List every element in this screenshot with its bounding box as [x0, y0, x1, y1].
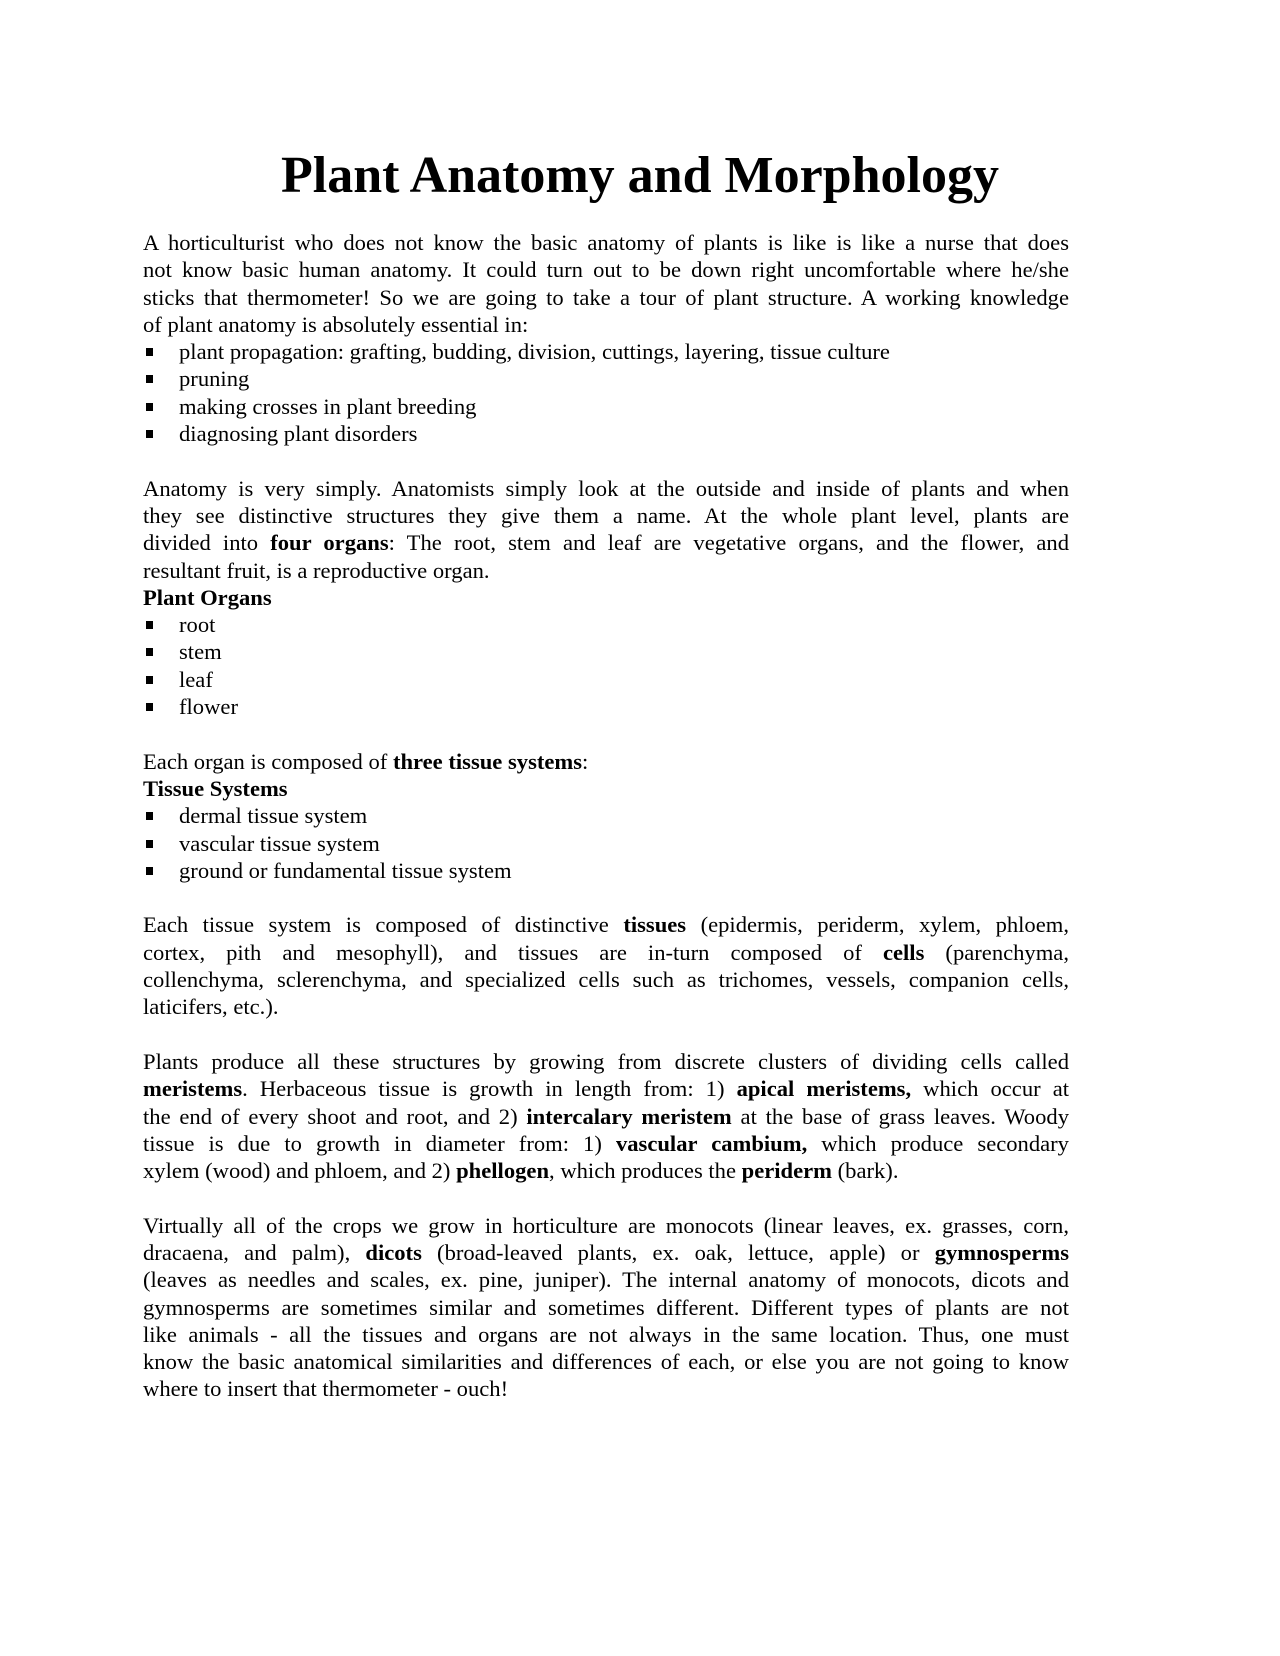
bold-term: dicots: [365, 1239, 422, 1265]
text-run: (leaves as needles and scales, ex. pine, juniper). The internal anatomy of monocots, dicots and: [143, 1267, 1069, 1293]
list-item-text: dermal tissue system: [179, 803, 368, 829]
paragraph-line: [143, 502, 1069, 529]
text-run: of plant anatomy is absolutely essential in:: [143, 311, 529, 337]
text-run: at the base of grass leaves. Woody: [731, 1103, 1069, 1129]
bullet-list: [143, 802, 1069, 884]
list-item: [143, 638, 1069, 665]
paragraph-line: [143, 229, 1069, 256]
bold-term: gymnosperms: [934, 1239, 1069, 1265]
list-item-text: leaf: [179, 666, 213, 692]
list-item: [143, 830, 1069, 857]
text-run: tissue is due to growth in diameter from: 1): [143, 1130, 616, 1156]
blank-line: [143, 447, 1069, 474]
paragraph-line: [143, 1075, 1069, 1102]
text-run: Each tissue system is composed of distinctive: [143, 912, 624, 938]
paragraph: [143, 748, 1069, 775]
text-run: like animals - all the tissues and organs are not always in the same location. Thus, one must: [143, 1321, 1069, 1347]
text-run: , which produces the: [549, 1158, 742, 1184]
bullet-square-icon: [146, 840, 153, 848]
text-run: (broad-leaved plants, ex. oak, lettuce, apple) or: [421, 1239, 935, 1265]
bullet-square-icon: [146, 348, 153, 356]
paragraph-line: [143, 256, 1069, 283]
list-item-text: root: [179, 612, 216, 638]
document-body: [143, 229, 1069, 1403]
text-run: not know basic human anatomy. It could turn out to be down right uncomfortable where he/she: [143, 257, 1069, 283]
text-run: cortex, pith and mesophyll), and tissues are in-turn composed of: [143, 939, 883, 965]
text-run: the end of every shoot and root, and 2): [143, 1103, 527, 1129]
paragraph: [143, 229, 1069, 338]
bullet-list: [143, 611, 1069, 720]
text-run: : The root, stem and leaf are vegetative organs, and the flower, and: [388, 530, 1069, 556]
paragraph: [143, 911, 1069, 1020]
list-item: [143, 666, 1069, 693]
document-title: Plant Anatomy and Morphology: [281, 147, 999, 204]
paragraph-line: [143, 966, 1069, 993]
paragraph-line: [143, 311, 1069, 338]
bullet-square-icon: [146, 703, 153, 711]
list-item: [143, 365, 1069, 392]
text-run: which produce secondary: [807, 1130, 1069, 1156]
blank-line: [143, 1184, 1069, 1211]
bullet-square-icon: [146, 375, 153, 383]
bullet-square-icon: [146, 403, 153, 411]
list-item: [143, 338, 1069, 365]
bullet-square-icon: [146, 676, 153, 684]
paragraph-line: [143, 939, 1069, 966]
text-run: gymnosperms are sometimes similar and sometimes different. Different types of plants are not: [143, 1294, 1069, 1320]
paragraph-line: [143, 284, 1069, 311]
list-item-text: ground or fundamental tissue system: [179, 857, 512, 883]
bullet-square-icon: [146, 621, 153, 629]
paragraph-line: [143, 993, 1069, 1020]
paragraph-line: [143, 557, 1069, 584]
text-run: where to insert that thermometer - ouch!: [143, 1376, 509, 1402]
heading-text: Tissue Systems: [143, 775, 288, 801]
blank-line: [143, 884, 1069, 911]
bold-term: meristems: [143, 1076, 243, 1102]
text-run: they see distinctive structures they give them a name. At the whole plant level, plants are: [143, 502, 1069, 528]
bold-term: phellogen: [456, 1158, 550, 1184]
text-run: which occur at: [911, 1076, 1069, 1102]
paragraph-line: [143, 1266, 1069, 1293]
paragraph-line: [143, 1103, 1069, 1130]
paragraph-line: [143, 1212, 1069, 1239]
list-item: [143, 693, 1069, 720]
text-run: dracaena, and palm),: [143, 1239, 366, 1265]
bold-term: vascular cambium,: [615, 1130, 808, 1156]
section-heading: [143, 775, 1069, 802]
text-run: (parenchyma,: [924, 939, 1069, 965]
text-run: xylem (wood) and phloem, and 2): [143, 1158, 457, 1184]
bullet-square-icon: [146, 867, 153, 875]
text-run: sticks that thermometer! So we are going to take a tour of plant structure. A working knowledge: [143, 284, 1069, 310]
paragraph: [143, 1212, 1069, 1403]
blank-line: [143, 720, 1069, 747]
text-run: (epidermis, periderm, xylem, phloem,: [686, 912, 1069, 938]
paragraph-line: [143, 1321, 1069, 1348]
list-item-text: plant propagation: grafting, budding, division, cuttings, layering, tissue culture: [179, 339, 890, 365]
bold-term: three tissue systems: [392, 748, 583, 774]
list-item: [143, 611, 1069, 638]
bullet-list: [143, 338, 1069, 447]
text-run: collenchyma, sclerenchyma, and specialized cells such as trichomes, vessels, companion cells,: [143, 967, 1069, 993]
paragraph-line: [143, 748, 1069, 775]
text-run: Plants produce all these structures by growing from discrete clusters of dividing cells called: [143, 1048, 1069, 1074]
paragraph-line: [143, 1294, 1069, 1321]
bullet-square-icon: [146, 812, 153, 820]
section-heading: [143, 584, 1069, 611]
list-item-text: diagnosing plant disorders: [179, 421, 418, 447]
text-run: laticifers, etc.).: [143, 994, 279, 1020]
paragraph-line: [143, 529, 1069, 556]
text-run: Each organ is composed of: [143, 748, 393, 774]
bullet-square-icon: [146, 648, 153, 656]
text-run: Virtually all of the crops we grow in horticulture are monocots (linear leaves, ex. grasses, corn,: [143, 1212, 1069, 1238]
list-item-text: stem: [179, 639, 222, 665]
text-run: . Herbaceous tissue is growth in length from: 1): [242, 1076, 737, 1102]
blank-line: [143, 1021, 1069, 1048]
list-item-text: vascular tissue system: [179, 830, 380, 856]
paragraph-line: [143, 475, 1069, 502]
paragraph-line: [143, 1157, 1069, 1184]
list-item-text: flower: [179, 694, 238, 720]
paragraph-line: [143, 1048, 1069, 1075]
text-run: resultant fruit, is a reproductive organ.: [143, 557, 490, 583]
heading-text: Plant Organs: [143, 584, 272, 610]
text-run: Anatomy is very simply. Anatomists simply look at the outside and inside of plants and when: [143, 475, 1069, 501]
list-item-text: making crosses in plant breeding: [179, 393, 477, 419]
paragraph-line: [143, 1239, 1069, 1266]
list-item: [143, 802, 1069, 829]
paragraph-line: [143, 1130, 1069, 1157]
bullet-square-icon: [146, 430, 153, 438]
list-item: [143, 393, 1069, 420]
text-run: (bark).: [831, 1158, 899, 1184]
paragraph-line: [143, 1348, 1069, 1375]
bold-term: four organs: [270, 530, 389, 556]
text-run: know the basic anatomical similarities and differences of each, or else you are not going to know: [143, 1349, 1069, 1375]
text-run: A horticulturist who does not know the basic anatomy of plants is like is like a nurse that does: [143, 230, 1069, 255]
bold-term: tissues: [623, 912, 687, 938]
bold-term: apical meristems,: [736, 1076, 912, 1102]
bold-term: periderm: [741, 1158, 832, 1184]
text-run: :: [582, 748, 589, 774]
bold-term: cells: [882, 939, 925, 965]
paragraph: [143, 475, 1069, 584]
paragraph-line: [143, 1375, 1069, 1402]
list-item: [143, 420, 1069, 447]
paragraph-line: [143, 911, 1069, 938]
list-item-text: pruning: [179, 366, 250, 392]
paragraph: [143, 1048, 1069, 1184]
text-run: divided into: [143, 530, 271, 556]
bold-term: intercalary meristem: [526, 1103, 732, 1129]
list-item: [143, 857, 1069, 884]
